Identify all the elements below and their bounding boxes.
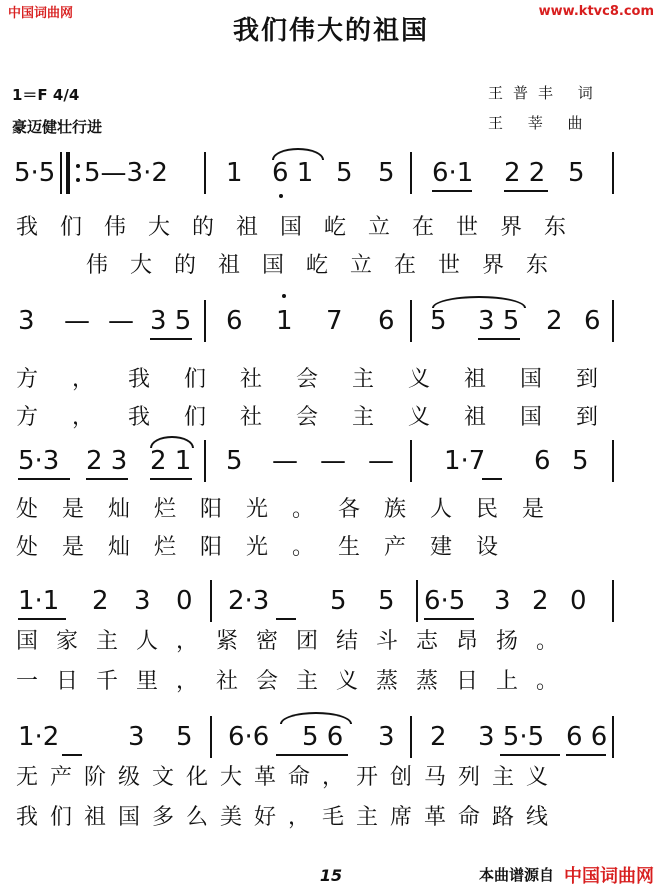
note: 5 (336, 158, 353, 188)
note: 2 (532, 586, 549, 616)
note: 5 (226, 446, 243, 476)
notes-row (0, 440, 662, 484)
beam-underline (424, 618, 474, 620)
note: 5 (572, 446, 589, 476)
note: — (368, 446, 394, 476)
notes-row (0, 300, 662, 344)
note: 5 (330, 586, 347, 616)
lyrics-verse-1 (0, 210, 662, 240)
note: 2 2 (504, 158, 546, 188)
beam-underline (276, 618, 296, 620)
slur-mark (280, 712, 352, 724)
barline (410, 716, 412, 758)
note: 6·1 (432, 158, 474, 188)
lyric-text: 方，我们社会主义祖国到 (16, 405, 633, 430)
barline (210, 580, 212, 622)
note: 5 (568, 158, 585, 188)
tempo-style: 豪迈健壮行进 (12, 118, 103, 136)
barline (410, 300, 412, 342)
note: 6 6 (566, 722, 608, 752)
note: 3 5 (478, 306, 520, 336)
notes-row (0, 716, 662, 760)
barline (612, 580, 614, 622)
note: 6 (584, 306, 601, 336)
beam-underline (18, 478, 70, 480)
octave-dot (282, 294, 286, 298)
note: 6 1 (272, 158, 314, 188)
beam-underline (86, 478, 128, 480)
note: 2 (546, 306, 563, 336)
note: — (320, 446, 346, 476)
note: — (272, 446, 298, 476)
note: 5·5 (14, 158, 56, 188)
beam-underline (504, 190, 548, 192)
beam-underline (276, 754, 348, 756)
note: 6 (378, 306, 395, 336)
key-signature: 1＝F 4/4 (12, 86, 80, 104)
note: 5 6 (302, 722, 344, 752)
lyrics-verse-2 (0, 248, 662, 278)
lyric-text: 处是灿烂阳光。生产建设 (16, 535, 523, 560)
note: 3 5·5 (478, 722, 545, 752)
note: 3 (128, 722, 145, 752)
beam-underline (566, 754, 606, 756)
note: 2 3 (86, 446, 128, 476)
note: 0 (570, 586, 587, 616)
note: — (64, 306, 90, 336)
beam-underline (482, 478, 502, 480)
lyrics-verse-1 (0, 624, 662, 654)
lyrics-verse-2 (0, 800, 662, 830)
page-number: 15 (319, 866, 343, 885)
note: 2 (430, 722, 447, 752)
note: 1·1 (18, 586, 60, 616)
barline (204, 152, 206, 194)
octave-dot (279, 194, 283, 198)
barline-repeat (66, 152, 70, 194)
barline (204, 440, 206, 482)
note: 2 1 (150, 446, 192, 476)
repeat-dot (76, 178, 80, 182)
note: 7 (326, 306, 343, 336)
repeat-dot (76, 164, 80, 168)
watermark-right: www.ktvc8.com (538, 4, 654, 19)
watermark-left: 中国词曲网 (8, 6, 74, 21)
note: 6 (226, 306, 243, 336)
note: 3 (494, 586, 511, 616)
lyrics-verse-2 (0, 530, 662, 560)
note: 3 (378, 722, 395, 752)
note: 5·3 (18, 446, 60, 476)
barline (612, 152, 614, 194)
barline (210, 716, 212, 758)
note: 1 (226, 158, 243, 188)
beam-underline (478, 338, 520, 340)
lyric-text: 我们伟大的祖国屹立在世界东 (16, 215, 589, 240)
lyrics-verse-1 (0, 362, 662, 392)
lyric-text: 国家主人，紧密团结斗志昂扬。 (16, 629, 577, 654)
note: 6 (534, 446, 551, 476)
notes-row (0, 152, 662, 196)
lyricist-credit: 王普丰 词 (488, 84, 603, 102)
note: 1·7 (444, 446, 486, 476)
barline (410, 440, 412, 482)
slur-mark (150, 436, 194, 448)
beam-underline (150, 478, 192, 480)
lyric-text: 我们祖国多么美好，毛主席革命路线 (16, 805, 561, 830)
note: 2·3 (228, 586, 270, 616)
source-site: 中国词曲网 (564, 866, 654, 887)
lyric-text: 无产阶级文化大革命，开创马列主义 (16, 765, 561, 790)
lyric-text: 处是灿烂阳光。各族人民是 (16, 497, 569, 522)
lyric-text: 一日千里，社会主义蒸蒸日上。 (16, 669, 577, 694)
note: 5 (430, 306, 447, 336)
notes-row (0, 580, 662, 624)
barline (60, 152, 62, 194)
lyrics-verse-2 (0, 664, 662, 694)
lyric-text: 伟大的祖国屹立在世界东 (86, 253, 571, 278)
beam-underline (432, 190, 472, 192)
barline (416, 580, 418, 622)
lyrics-verse-1 (0, 760, 662, 790)
composer-credit: 王 莘 曲 (488, 114, 593, 132)
note: 6·6 (228, 722, 270, 752)
note: 5—3·2 (84, 158, 168, 188)
barline (612, 440, 614, 482)
barline (410, 152, 412, 194)
beam-underline (62, 754, 82, 756)
note: — (108, 306, 134, 336)
barline (612, 716, 614, 758)
note: 5 (176, 722, 193, 752)
note: 1·2 (18, 722, 60, 752)
note: 1 (276, 306, 293, 336)
beam-underline (500, 754, 560, 756)
note: 5 (378, 586, 395, 616)
slur-mark (272, 148, 324, 160)
note: 3 5 (150, 306, 192, 336)
note: 3 (134, 586, 151, 616)
song-title: 我们伟大的祖国 (232, 16, 429, 46)
lyrics-verse-2 (0, 400, 662, 430)
lyric-text: 方，我们社会主义祖国到 (16, 367, 633, 392)
beam-underline (18, 618, 66, 620)
note: 2 (92, 586, 109, 616)
barline (204, 300, 206, 342)
note: 5 (378, 158, 395, 188)
barline (612, 300, 614, 342)
note: 6·5 (424, 586, 466, 616)
note: 0 (176, 586, 193, 616)
lyrics-verse-1 (0, 492, 662, 522)
beam-underline (150, 338, 192, 340)
source-label: 本曲谱源自 (478, 866, 554, 884)
note: 3 (18, 306, 35, 336)
